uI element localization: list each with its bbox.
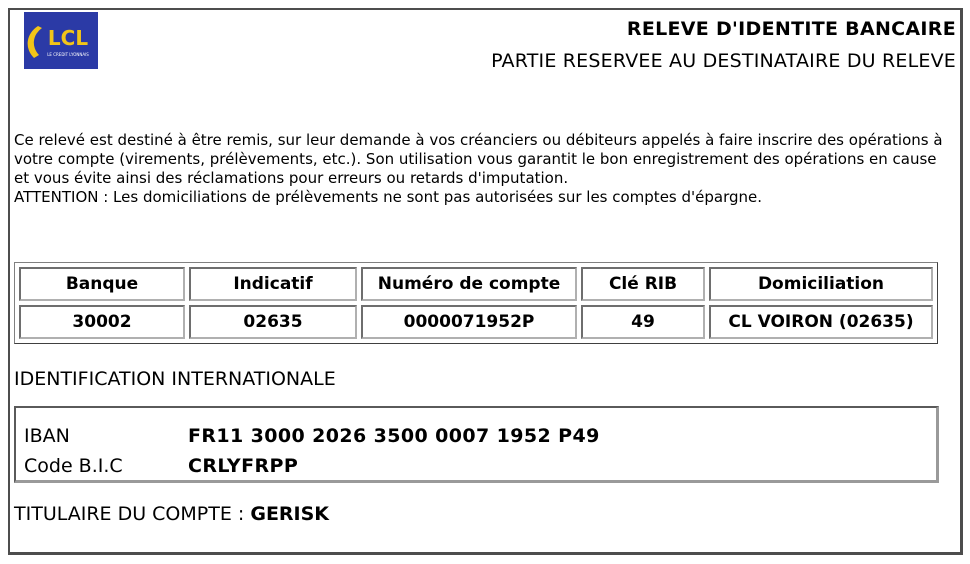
iban-label: IBAN <box>24 425 70 447</box>
header-banque: Banque <box>19 267 185 301</box>
document-subtitle: PARTIE RESERVEE AU DESTINATAIRE DU RELEVE <box>491 50 956 72</box>
value-cle-rib: 49 <box>581 305 705 339</box>
header-cle-rib: Clé RIB <box>581 267 705 301</box>
rib-value-row <box>19 305 933 339</box>
document-title: RELEVE D'IDENTITE BANCAIRE <box>626 18 956 40</box>
logo-text: LCL <box>47 26 89 50</box>
intro-text <box>14 131 944 207</box>
bic-value: CRLYFRPP <box>188 455 299 477</box>
rib-table <box>14 262 938 344</box>
value-domiciliation: CL VOIRON (02635) <box>709 305 933 339</box>
logo-subtext: LE CREDIT LYONNAIS <box>47 52 89 57</box>
iban-value: FR11 3000 2026 3500 0007 1952 P49 <box>188 425 600 447</box>
account-holder <box>14 503 329 525</box>
header-numero-compte: Numéro de compte <box>361 267 577 301</box>
header-indicatif: Indicatif <box>189 267 357 301</box>
intro-paragraph: Ce relevé est destiné à être remis, sur leur demande à vos créanciers ou débiteurs appelés à faire inscrire des opérations à votre compte (virements, prélèvements, etc.). Son utilisation vous garantit le bon enregistrement des opérations en cause et vous évite ainsi des réclamations pour erreurs ou retards d'imputation. <box>14 131 943 187</box>
lcl-logo <box>24 12 98 69</box>
bic-row <box>24 455 298 477</box>
header-domiciliation: Domiciliation <box>709 267 933 301</box>
value-indicatif: 02635 <box>189 305 357 339</box>
holder-name: GERISK <box>250 503 330 525</box>
bic-label: Code B.I.C <box>24 455 123 477</box>
attention-note: ATTENTION : Les domiciliations de prélèvements ne sont pas autorisées sur les comptes d'épargne. <box>14 188 763 206</box>
iban-row <box>24 425 600 447</box>
rib-header-row <box>19 267 933 301</box>
lcl-logo-graphic <box>24 12 98 69</box>
holder-label: TITULAIRE DU COMPTE : <box>14 503 245 525</box>
international-id-label: IDENTIFICATION INTERNATIONALE <box>14 368 336 390</box>
international-id-box <box>14 406 939 483</box>
value-numero-compte: 0000071952P <box>361 305 577 339</box>
value-banque: 30002 <box>19 305 185 339</box>
